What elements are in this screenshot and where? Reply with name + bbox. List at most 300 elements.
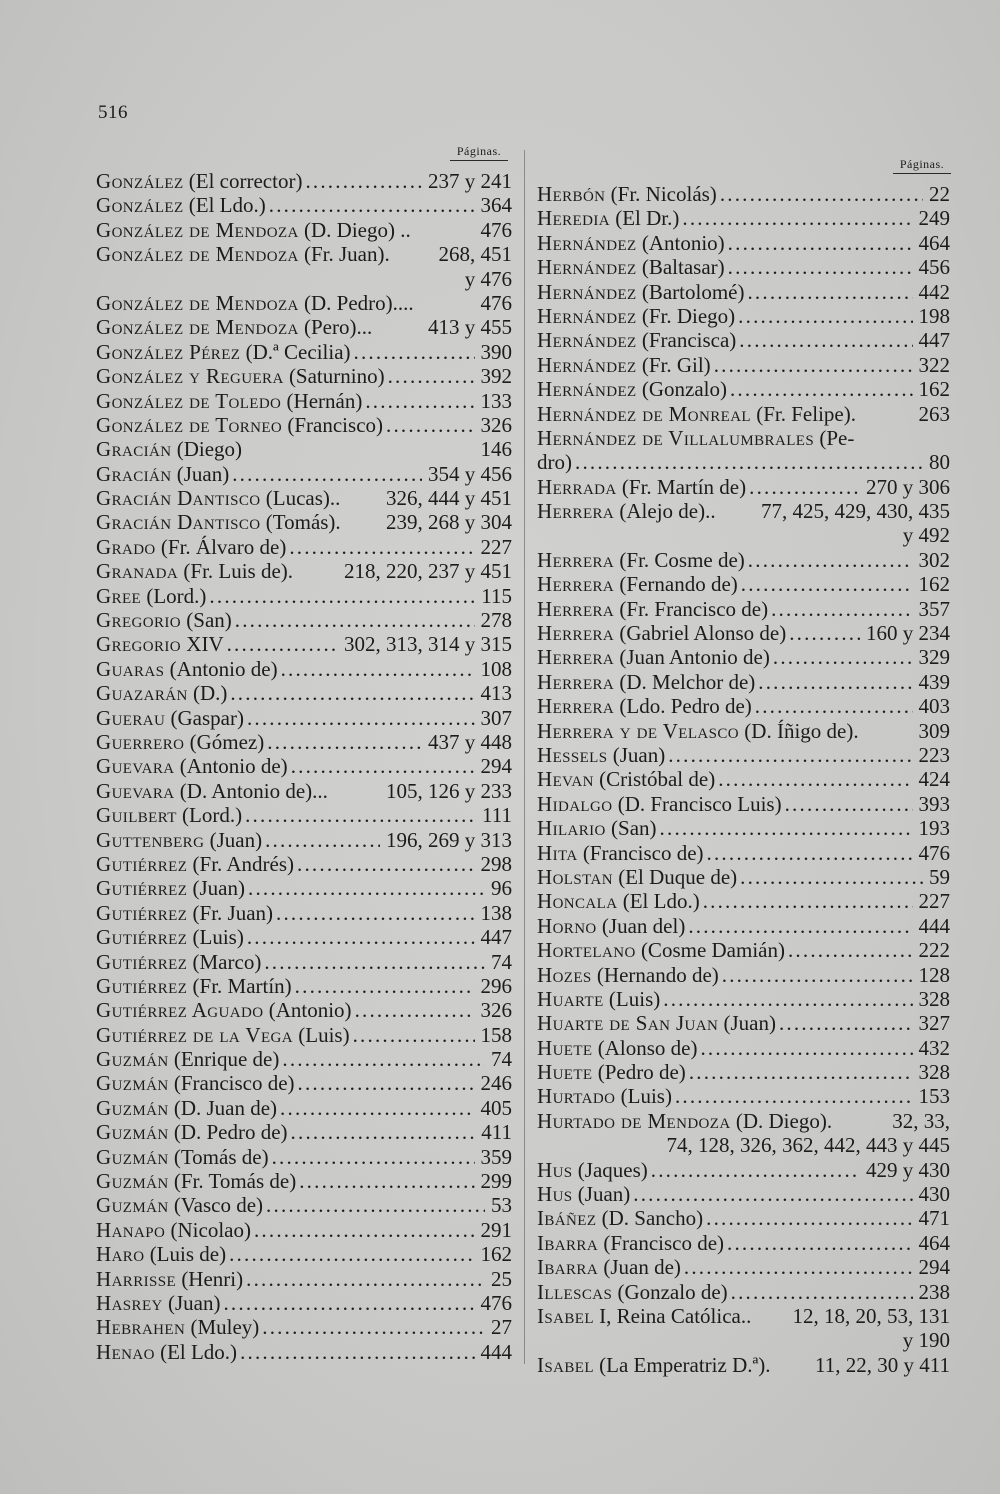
- index-entry: [96, 1120, 512, 1144]
- dot-leader: [269, 193, 475, 217]
- entry-detail: (Luis de): [144, 1242, 227, 1267]
- index-entry: [96, 1145, 512, 1169]
- index-entry: [537, 963, 950, 987]
- entry-pages: 59: [929, 864, 950, 889]
- entry-label: [96, 1218, 251, 1242]
- entry-pages: 80: [929, 450, 950, 475]
- dot-leader: [707, 841, 913, 865]
- entry-detail: (Fr. Juan).: [298, 242, 390, 267]
- entry-pages: 439: [918, 669, 950, 694]
- entry-label: [96, 1120, 288, 1144]
- entry-pages: 444: [918, 913, 950, 938]
- entry-pages: 196, 269 y 313: [386, 827, 512, 852]
- dot-leader: [265, 828, 380, 852]
- entry-label: [96, 462, 229, 486]
- entry-pages: 354 y 456: [428, 461, 512, 486]
- entry-surname: González de Mendoza: [96, 217, 299, 242]
- index-entry: [537, 206, 950, 230]
- entry-label: [537, 206, 679, 230]
- entry-label: [537, 377, 727, 401]
- index-entry-continuation: [96, 267, 512, 291]
- entry-label: [537, 255, 725, 279]
- entry-pages: 222: [918, 938, 950, 963]
- index-entry: [537, 1158, 950, 1182]
- dot-leader: [305, 169, 422, 193]
- index-entry: [537, 280, 950, 304]
- entry-detail: (Juan): [162, 1290, 221, 1315]
- entry-surname: Guzmán: [96, 1071, 169, 1096]
- index-entry: [537, 328, 950, 352]
- entry-label: [537, 1206, 703, 1230]
- dot-leader: [748, 548, 913, 572]
- index-entry: [96, 828, 512, 852]
- dot-leader: [291, 754, 475, 778]
- index-entry: [96, 706, 512, 730]
- entry-detail: (El Duque de): [612, 864, 738, 889]
- entry-surname: Heredia: [537, 206, 610, 231]
- entry-pages: 74: [491, 949, 512, 974]
- entry-pages: 133: [480, 388, 512, 413]
- entry-pages: 237 y 241: [428, 169, 512, 193]
- index-entry: [537, 182, 950, 206]
- entry-pages: 326: [480, 412, 512, 437]
- entry-detail: (El corrector): [183, 169, 303, 193]
- entry-surname: Hortelano: [537, 938, 636, 963]
- entry-pages: 364: [480, 193, 512, 218]
- entry-pages: 138: [480, 900, 512, 925]
- entry-detail: (Alejo de)..: [614, 499, 716, 524]
- entry-surname: Hernández de Monreal: [537, 401, 751, 426]
- entry-label: [96, 950, 261, 974]
- entry-detail: (Fr. Juan): [187, 900, 274, 925]
- entry-surname: Hernández: [537, 328, 637, 353]
- entry-pages: 309: [918, 718, 950, 743]
- entry-detail: (Saturnino): [283, 364, 385, 389]
- entry-detail: (Baltasar): [636, 255, 725, 280]
- entry-detail: (Jaques): [572, 1157, 648, 1182]
- entry-label: [537, 743, 665, 767]
- entry-label: [96, 1145, 269, 1169]
- entry-label: [537, 963, 719, 987]
- entry-pages: 432: [918, 1035, 950, 1060]
- index-entry-continuation: [537, 1133, 950, 1157]
- entry-surname: Huete: [537, 1060, 593, 1085]
- entry-detail: (Hernando de): [591, 962, 719, 987]
- entry-detail: (Juan): [572, 1182, 631, 1207]
- index-entry: [537, 377, 950, 401]
- entry-detail: (Juan del): [596, 913, 686, 938]
- entry-pages: 403: [918, 694, 950, 719]
- dot-leader: [730, 377, 913, 401]
- entry-surname: Hurtado: [537, 1084, 616, 1109]
- entry-pages: 329: [918, 645, 950, 670]
- entry-pages: 298: [480, 851, 512, 876]
- index-entry: [96, 486, 512, 510]
- dot-leader: [247, 925, 475, 949]
- index-entry: [537, 914, 950, 938]
- dot-leader: [297, 852, 474, 876]
- entry-pages: 299: [480, 1169, 512, 1194]
- entry-surname: Huete: [537, 1035, 593, 1060]
- entry-detail: (Francisco de): [598, 1230, 725, 1255]
- entry-detail: (Gabriel Alonso de): [614, 621, 787, 646]
- entry-pages: 270 y 306: [866, 474, 950, 499]
- entry-label: [537, 792, 782, 816]
- entry-surname: Isabel: [537, 1352, 594, 1377]
- entry-pages: 263: [918, 401, 950, 426]
- entry-label: [96, 437, 242, 461]
- dot-leader: [689, 1060, 913, 1084]
- entry-detail: (Bartolomé): [636, 279, 745, 304]
- index-entry: [537, 353, 950, 377]
- index-entry: [537, 670, 950, 694]
- dot-leader: [706, 1206, 912, 1230]
- index-entry: [537, 1011, 950, 1035]
- entry-label: [537, 353, 711, 377]
- entry-label: [96, 1242, 226, 1266]
- entry-surname: Huarte: [537, 986, 604, 1011]
- entry-pages: 307: [480, 705, 512, 730]
- entry-detail: (Francisco de): [577, 840, 704, 865]
- dot-leader: [232, 462, 422, 486]
- dot-leader: [720, 182, 923, 206]
- entry-surname: Hernández de Villalumbrales: [537, 425, 815, 450]
- entry-surname: Hus: [537, 1182, 573, 1207]
- entry-pages: 291: [480, 1217, 512, 1242]
- index-entry: [96, 437, 512, 461]
- entry-detail: (Gómez): [184, 729, 265, 754]
- entry-surname: Hevan: [537, 767, 594, 792]
- entry-detail: (Fr. Andrés): [187, 851, 295, 876]
- dot-leader: [280, 1096, 474, 1120]
- entry-pages: 146: [480, 437, 512, 462]
- entry-pages: y 190: [902, 1328, 950, 1353]
- entry-detail: (Lord.): [141, 583, 207, 608]
- entry-surname: Guzmán: [96, 1120, 169, 1145]
- entry-surname: Hernández: [537, 255, 637, 280]
- dot-leader: [276, 901, 474, 925]
- entry-detail: (Juan): [187, 876, 245, 901]
- index-entry: [537, 402, 950, 426]
- entry-label: [537, 426, 854, 450]
- entry-pages: 227: [480, 534, 512, 559]
- entry-pages: 326, 444 y 451: [386, 486, 512, 511]
- index-entry: [96, 559, 512, 583]
- dot-leader: [789, 621, 860, 645]
- dot-leader: [245, 803, 476, 827]
- entry-label: [537, 694, 752, 718]
- entry-pages: 162: [480, 1242, 512, 1267]
- entry-label: [537, 280, 744, 304]
- dot-leader: [246, 1267, 485, 1291]
- entry-surname: Guzmán: [96, 1095, 169, 1120]
- entry-surname: Gutiérrez: [96, 973, 188, 998]
- index-entry: [96, 462, 512, 486]
- entry-pages: 328: [918, 1060, 950, 1085]
- entry-detail: (Juan): [718, 1011, 776, 1036]
- index-entry: [537, 987, 950, 1011]
- dot-leader: [235, 608, 475, 632]
- index-entry: [96, 193, 512, 217]
- entry-surname: Herrera: [537, 645, 615, 670]
- entry-label: [537, 719, 859, 743]
- dot-leader: [230, 681, 474, 705]
- entry-detail: I, Reina Católica..: [593, 1303, 752, 1328]
- entry-label: [96, 315, 372, 339]
- entry-detail: (D.): [187, 681, 228, 706]
- entry-surname: Herrera: [537, 596, 615, 621]
- entry-detail: (Cristóbal de): [593, 767, 716, 792]
- dot-leader: [740, 865, 923, 889]
- entry-surname: Harrisse: [96, 1266, 177, 1291]
- index-entry: [96, 340, 512, 364]
- dot-leader: [299, 1169, 474, 1193]
- entry-label: [96, 1315, 259, 1339]
- entry-surname: Hebrahen: [96, 1315, 186, 1340]
- entry-detail: (Henri): [176, 1266, 244, 1291]
- entry-surname: Gutiérrez: [96, 876, 188, 901]
- entry-detail: (Pero)...: [298, 315, 373, 340]
- entry-surname: Gutiérrez: [96, 851, 188, 876]
- entry-pages: 128: [918, 962, 950, 987]
- entry-detail: (D. Íñigo de).: [739, 718, 859, 743]
- entry-surname: Ibáñez: [537, 1206, 597, 1231]
- index-entry: [96, 510, 512, 534]
- index-entry: [96, 1291, 512, 1315]
- entry-label: [537, 1231, 724, 1255]
- dot-leader: [355, 998, 475, 1022]
- entry-pages: 476: [480, 290, 512, 315]
- entry-surname: Gutiérrez: [96, 949, 188, 974]
- entry-surname: González de Mendoza: [96, 315, 299, 340]
- entry-label: [96, 1096, 277, 1120]
- dot-leader: [727, 1231, 912, 1255]
- entry-surname: Herrera: [537, 547, 615, 572]
- entry-label: [96, 486, 340, 510]
- entry-pages: 32, 33,: [892, 1108, 950, 1133]
- entry-pages: 392: [480, 364, 512, 389]
- entry-detail: (Diego): [171, 437, 243, 462]
- entry-pages: 238: [918, 1279, 950, 1304]
- index-entry: [537, 304, 950, 328]
- entry-detail: (Francisca): [636, 328, 737, 353]
- entry-pages: 393: [918, 791, 950, 816]
- entry-surname: Herrada: [537, 474, 617, 499]
- entry-detail: (La Emperatriz D.ª).: [593, 1352, 771, 1377]
- entry-label: [96, 925, 244, 949]
- entry-detail: (D.ª Cecilia): [240, 339, 351, 364]
- left-pages-column-header: Páginas.: [450, 144, 508, 161]
- entry-surname: Huarte de San Juan: [537, 1011, 719, 1036]
- entry-surname: Herrera: [537, 669, 615, 694]
- entry-label: [96, 242, 390, 266]
- entry-surname: Herrera: [537, 499, 615, 524]
- entry-surname: Herrera y de Velasco: [537, 718, 740, 743]
- entry-detail: (Fr. Nicolás): [605, 182, 717, 206]
- entry-detail: (Antonio): [263, 998, 352, 1023]
- entry-detail: (D. Diego).: [730, 1108, 833, 1133]
- entry-surname: Herrera: [537, 621, 615, 646]
- entry-pages: 424: [918, 767, 950, 792]
- entry-label: [537, 231, 725, 255]
- index-entry: [537, 694, 950, 718]
- dot-leader: [728, 231, 913, 255]
- index-entry: [96, 1193, 512, 1217]
- entry-detail: (Fernando de): [614, 572, 738, 597]
- index-entry: [537, 1280, 950, 1304]
- index-entry: [96, 1096, 512, 1120]
- entry-label: [96, 803, 242, 827]
- entry-label: [537, 1255, 681, 1279]
- dot-leader: [771, 597, 912, 621]
- entry-detail: (D. Pedro de): [168, 1120, 288, 1145]
- entry-surname: González: [96, 169, 184, 193]
- entry-label: [96, 1267, 243, 1291]
- entry-surname: Guttenberg: [96, 827, 205, 852]
- entry-pages: 27: [491, 1315, 512, 1340]
- entry-surname: Hasrey: [96, 1290, 163, 1315]
- entry-surname: Gutiérrez de la Vega: [96, 1022, 294, 1047]
- entry-label: [537, 1280, 728, 1304]
- index-entry: [537, 231, 950, 255]
- index-entry: [96, 974, 512, 998]
- entry-label: [96, 1023, 350, 1047]
- dot-leader: [731, 1280, 913, 1304]
- entry-label: [96, 1291, 220, 1315]
- entry-detail: (Lord.): [176, 803, 243, 828]
- index-entry: [96, 242, 512, 266]
- entry-pages: 442: [918, 279, 950, 304]
- dot-leader: [254, 1218, 475, 1242]
- dot-leader: [700, 1036, 912, 1060]
- entry-detail: (D. Pedro)....: [298, 290, 414, 315]
- index-entry: [96, 876, 512, 900]
- entry-detail: (Luis): [603, 986, 661, 1011]
- dot-leader: [227, 632, 338, 656]
- dot-leader: [755, 694, 913, 718]
- index-entry: [96, 584, 512, 608]
- dot-leader: [660, 816, 913, 840]
- entry-label: [537, 938, 785, 962]
- entry-surname: Isabel: [537, 1303, 594, 1328]
- entry-detail: (D. Antonio de)...: [174, 778, 328, 803]
- dot-leader: [758, 670, 912, 694]
- entry-pages: 411: [481, 1120, 512, 1145]
- entry-surname: González de Mendoza: [96, 242, 299, 267]
- index-entry-continuation: [537, 450, 950, 474]
- dot-leader: [272, 1145, 475, 1169]
- index-entry: [537, 1353, 950, 1377]
- index-entry: [96, 1218, 512, 1242]
- entry-pages: 96: [491, 876, 512, 901]
- entry-pages: 322: [918, 352, 950, 377]
- entry-pages: 227: [918, 889, 950, 914]
- index-entry: [537, 1060, 950, 1084]
- entry-surname: Ibarra: [537, 1230, 599, 1255]
- entry-detail: (Fr. Álvaro de): [155, 534, 287, 559]
- entry-label: [96, 876, 245, 900]
- entry-detail: (El Ldo.): [154, 1339, 238, 1364]
- index-entry: [537, 1036, 950, 1060]
- index-entry: [537, 743, 950, 767]
- entry-pages: 153: [918, 1084, 950, 1109]
- index-entry: [537, 499, 950, 523]
- entry-detail: (Juan): [171, 461, 230, 486]
- entry-detail: (Nicolao): [165, 1217, 251, 1242]
- entry-label: [537, 450, 572, 474]
- entry-label: [96, 1193, 263, 1217]
- dot-leader: [264, 950, 485, 974]
- entry-detail: (Luis): [293, 1022, 350, 1047]
- entry-surname: Herbón: [537, 182, 606, 206]
- dot-leader: [675, 1084, 913, 1108]
- entry-label: [96, 193, 266, 217]
- entry-pages: 12, 18, 20, 53, 131: [792, 1303, 950, 1328]
- entry-pages: 447: [918, 328, 950, 353]
- dot-leader: [353, 1023, 475, 1047]
- entry-surname: Guevara: [96, 778, 175, 803]
- dot-leader: [788, 938, 913, 962]
- entry-pages: 326: [480, 998, 512, 1023]
- entry-detail: (Francisco): [282, 412, 384, 437]
- entry-label: [537, 499, 716, 523]
- entry-pages: 471: [918, 1206, 950, 1231]
- index-entry: [96, 779, 512, 803]
- index-entry: [96, 1315, 512, 1339]
- index-entry: [537, 938, 950, 962]
- index-entry: [96, 657, 512, 681]
- dot-leader: [282, 1047, 485, 1071]
- index-entry: [96, 1242, 512, 1266]
- entry-label: [96, 535, 286, 559]
- index-entry: [537, 841, 950, 865]
- entry-label: [96, 584, 206, 608]
- entry-surname: Hita: [537, 840, 578, 865]
- entry-surname: Hernández: [537, 279, 637, 304]
- entry-label: [96, 510, 341, 534]
- entry-surname: Hernández: [537, 303, 637, 328]
- index-entry: [96, 364, 512, 388]
- entry-surname: Gracián Dantisco: [96, 486, 261, 511]
- entry-label: [96, 559, 293, 583]
- entry-pages: 464: [918, 230, 950, 255]
- entry-pages: 108: [480, 656, 512, 681]
- entry-detail: (Fr. Luis de).: [178, 559, 294, 584]
- entry-detail: (Juan): [607, 742, 666, 767]
- entry-pages: 115: [481, 583, 512, 608]
- dot-leader: [266, 1193, 485, 1217]
- dot-leader: [248, 876, 485, 900]
- entry-surname: Gregorio: [96, 608, 182, 633]
- entry-detail: (D. Melchor de): [614, 669, 756, 694]
- entry-label: [537, 767, 715, 791]
- entry-detail: (Tomás).: [260, 510, 341, 535]
- index-entry: [96, 1340, 512, 1364]
- entry-pages: 476: [918, 840, 950, 865]
- entry-label: [537, 1084, 672, 1108]
- dot-leader: [747, 280, 912, 304]
- entry-label: [537, 182, 717, 206]
- index-entry: [96, 754, 512, 778]
- entry-label: [96, 974, 292, 998]
- entry-label: [537, 572, 738, 596]
- entry-label: [537, 304, 735, 328]
- page-number: 516: [98, 102, 128, 123]
- entry-surname: González de Toledo: [96, 388, 282, 413]
- entry-surname: Ibarra: [537, 1255, 599, 1280]
- dot-leader: [229, 1242, 474, 1266]
- index-entry: [96, 1071, 512, 1095]
